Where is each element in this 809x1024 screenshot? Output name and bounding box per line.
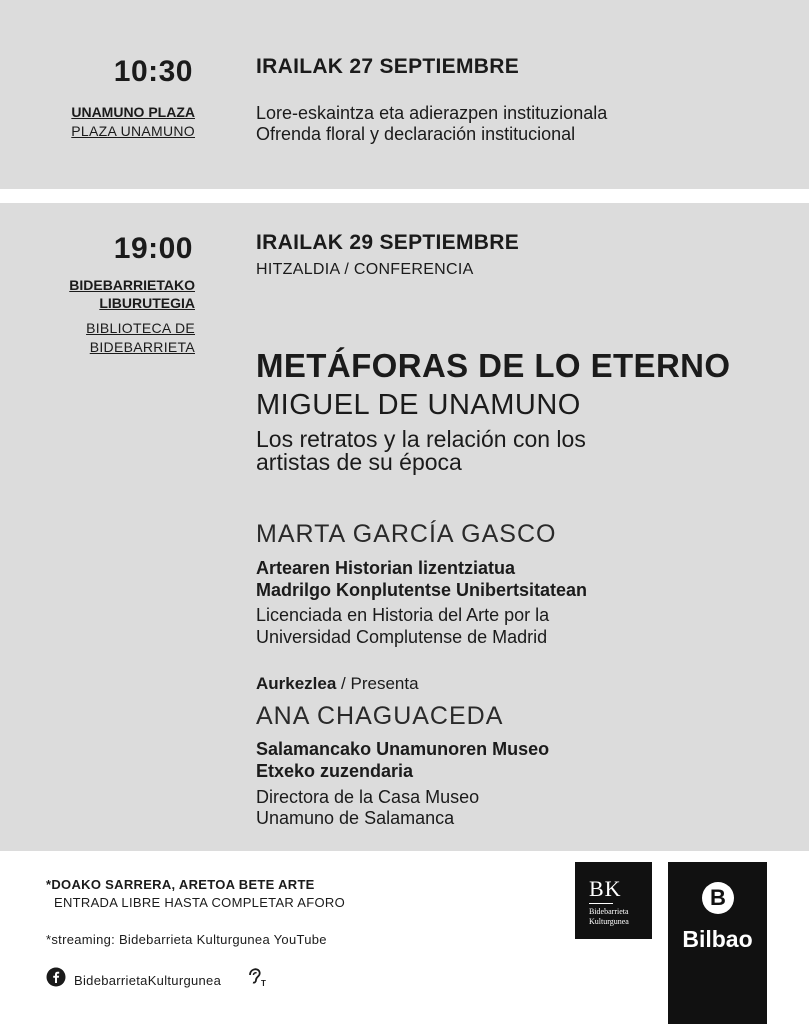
bilbao-wordmark: Bilbao (682, 926, 753, 952)
event-date: IRAILAK 29 SEPTIEMBRE (256, 231, 520, 254)
event-venue-basque-line1: BIDEBARRIETAKO (69, 277, 195, 293)
event-venue-spanish-line2: BIDEBARRIETA (89, 339, 195, 355)
speaker-credential-basque-line1: Artearen Historian lizentziatua (256, 558, 516, 578)
presenter-name: ANA CHAGUACEDA (256, 702, 504, 730)
bk-monogram: BK (589, 876, 622, 901)
event-venue-spanish-line1: BIBLIOTECA DE (86, 320, 195, 336)
event-time: 19:00 (113, 232, 193, 265)
event-venue-spanish: PLAZA UNAMUNO (71, 123, 195, 139)
event-venue-basque: UNAMUNO PLAZA (71, 104, 195, 120)
presenter-role-basque-line1: Salamancako Unamunoren Museo (256, 739, 550, 759)
free-entry-spanish: ENTRADA LIBRE HASTA COMPLETAR AFORO (54, 895, 346, 910)
bidebarrieta-kulturgunea-logo (575, 862, 652, 939)
svg-text:T: T (261, 979, 266, 988)
presenter-label-basque: Aurkezlea (256, 674, 337, 693)
lecture-subtitle-line1: Los retratos y la relación con los (256, 426, 586, 452)
event-description-basque: Lore-eskaintza eta adierazpen instituzionala (256, 103, 608, 123)
facebook-icon[interactable] (46, 967, 66, 987)
presenter-label-spanish: / Presenta (336, 674, 419, 693)
bilbao-city-logo (668, 862, 767, 1024)
hearing-loop-icon (246, 966, 268, 988)
presenter-label (256, 674, 419, 694)
streaming-note: *streaming: Bidebarrieta Kulturgunea YouTube (46, 932, 327, 947)
lecture-title: METÁFORAS DE LO ETERNO (256, 347, 731, 384)
lecture-subtitle-line2: artistas de su época (256, 449, 462, 475)
speaker-credential-spanish-line2: Universidad Complutense de Madrid (256, 627, 548, 647)
speaker-credential-basque-line2: Madrilgo Konplutentse Unibertsitatean (256, 580, 588, 600)
free-entry-basque: *DOAKO SARRERA, ARETOA BETE ARTE (46, 877, 315, 892)
speaker-name: MARTA GARCÍA GASCO (256, 520, 557, 548)
bk-line-1: Bidebarrieta (589, 907, 629, 916)
speaker-credential-spanish-line1: Licenciada en Historia del Arte por la (256, 605, 550, 625)
event-time: 10:30 (113, 55, 193, 88)
bk-line-2: Kulturgunea (589, 917, 629, 926)
event-date: IRAILAK 27 SEPTIEMBRE (256, 55, 520, 78)
presenter-role-spanish-line2: Unamuno de Salamanca (256, 808, 455, 828)
event-description-spanish: Ofrenda floral y declaración institucional (256, 124, 576, 144)
presenter-role-basque-line2: Etxeko zuzendaria (256, 761, 414, 781)
bk-divider (589, 903, 613, 904)
event-venue-basque-line2: LIBURUTEGIA (99, 295, 195, 311)
lecture-author: MIGUEL DE UNAMUNO (256, 389, 581, 421)
social-handle[interactable]: BidebarrietaKulturgunea (74, 973, 222, 988)
bilbao-b-mark: B (702, 882, 734, 914)
presenter-role-spanish-line1: Directora de la Casa Museo (256, 787, 480, 807)
event-type: HITZALDIA / CONFERENCIA (256, 261, 474, 278)
event-panel-september-27 (0, 0, 809, 189)
event-panel-september-29 (0, 203, 809, 851)
